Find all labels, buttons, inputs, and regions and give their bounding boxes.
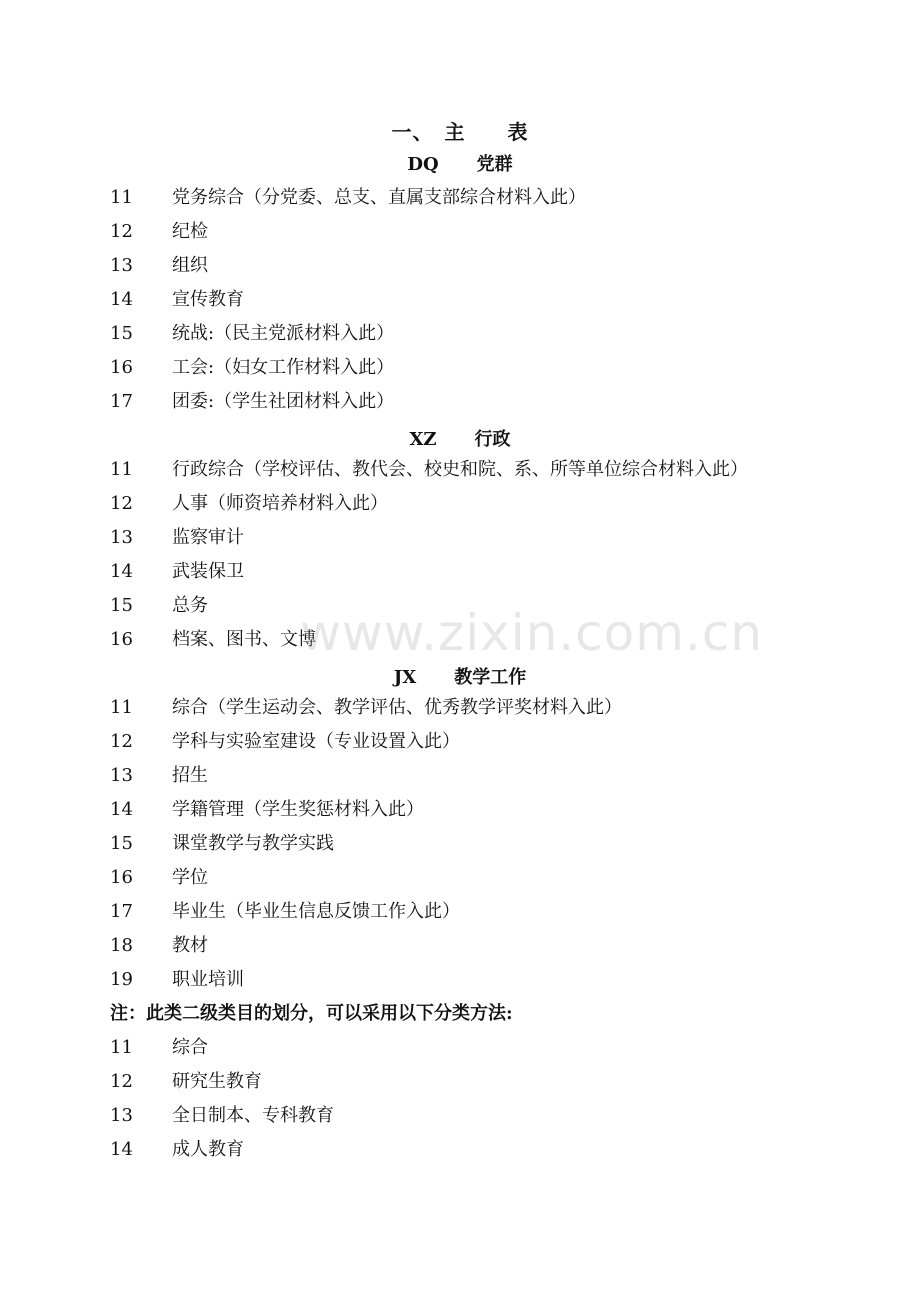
note-text: 注：此类二级类目的划分，可以采用以下分类方法: [110,1003,513,1024]
item-text: 课堂教学与教学实践 [172,833,334,854]
item-text: 全日制本、专科教育 [172,1105,334,1126]
section-name: 党群 [476,154,513,175]
item-number: 15 [110,833,133,854]
item-number: 13 [110,527,133,548]
item-number: 14 [110,289,133,310]
list-item [110,1099,334,1133]
item-number: 15 [110,323,133,344]
item-number: 12 [110,493,133,514]
item-text: 综合（学生运动会、教学评估、优秀教学评奖材料入此） [172,697,622,718]
item-text: 组织 [172,255,208,276]
item-number: 14 [110,561,133,582]
item-text: 招生 [172,765,208,786]
list-item [110,215,208,249]
item-text: 学科与实验室建设（专业设置入此） [172,731,460,752]
section-name: 行政 [474,429,511,450]
list-item [110,521,244,555]
list-item [110,827,334,861]
list-item [110,351,394,385]
section-code: XZ [409,429,437,450]
item-number: 14 [110,1139,133,1160]
section-heading-jx [0,663,920,689]
item-text: 档案、图书、文博 [172,629,316,650]
item-number: 13 [110,1105,133,1126]
item-number: 16 [110,357,133,378]
list-item [110,623,316,657]
item-number: 15 [110,595,133,616]
watermark: www.zixin.com.cn [300,604,764,662]
item-text: 宣传教育 [172,289,244,310]
item-number: 13 [110,765,133,786]
item-text: 工会:（妇女工作材料入此） [172,357,395,378]
section-name: 教学工作 [454,667,527,688]
list-item [110,385,394,419]
item-text: 教材 [172,935,208,956]
list-item [110,895,460,929]
item-text: 综合 [172,1037,208,1058]
item-number: 11 [110,459,133,480]
list-item [110,963,244,997]
item-text: 行政综合（学校评估、教代会、校史和院、系、所等单位综合材料入此） [172,459,748,480]
item-number: 11 [110,1037,133,1058]
item-number: 13 [110,255,133,276]
section-heading-xz [0,425,920,451]
list-item [110,249,208,283]
item-text: 团委:（学生社团材料入此） [172,391,395,412]
list-item [110,861,208,895]
item-number: 18 [110,935,133,956]
list-item [110,317,394,351]
item-number: 11 [110,697,133,718]
list-item [110,453,748,487]
item-text: 毕业生（毕业生信息反馈工作入此） [172,901,460,922]
item-text: 党务综合（分党委、总支、直属支部综合材料入此） [172,187,586,208]
list-item [110,1065,262,1099]
list-item [110,793,424,827]
list-item [110,555,244,589]
item-number: 19 [110,969,133,990]
list-item [110,1133,244,1167]
item-text: 武装保卫 [172,561,244,582]
section-code: JX [393,667,417,688]
item-number: 17 [110,391,133,412]
item-text: 成人教育 [172,1139,244,1160]
list-item [110,487,388,521]
item-text: 人事（师资培养材料入此） [172,493,388,514]
list-item [110,1031,208,1065]
list-item [110,929,208,963]
list-item [110,725,460,759]
section-heading-dq [0,150,920,176]
item-text: 学位 [172,867,208,888]
list-item [110,691,622,725]
item-number: 12 [110,221,133,242]
item-text: 统战:（民主党派材料入此） [172,323,395,344]
item-text: 职业培训 [172,969,244,990]
item-text: 监察审计 [172,527,244,548]
section-code: DQ [407,154,439,175]
page-title: 一、 主 表 [391,120,529,144]
item-number: 12 [110,1071,133,1092]
list-item [110,181,586,215]
item-number: 16 [110,629,133,650]
item-text: 学籍管理（学生奖惩材料入此） [172,799,424,820]
item-number: 12 [110,731,133,752]
item-number: 11 [110,187,133,208]
item-number: 17 [110,901,133,922]
list-item [110,589,208,623]
item-text: 研究生教育 [172,1071,262,1092]
list-item [110,283,244,317]
item-text: 总务 [172,595,208,616]
item-text: 纪检 [172,221,208,242]
list-item [110,759,208,793]
item-number: 14 [110,799,133,820]
item-number: 16 [110,867,133,888]
